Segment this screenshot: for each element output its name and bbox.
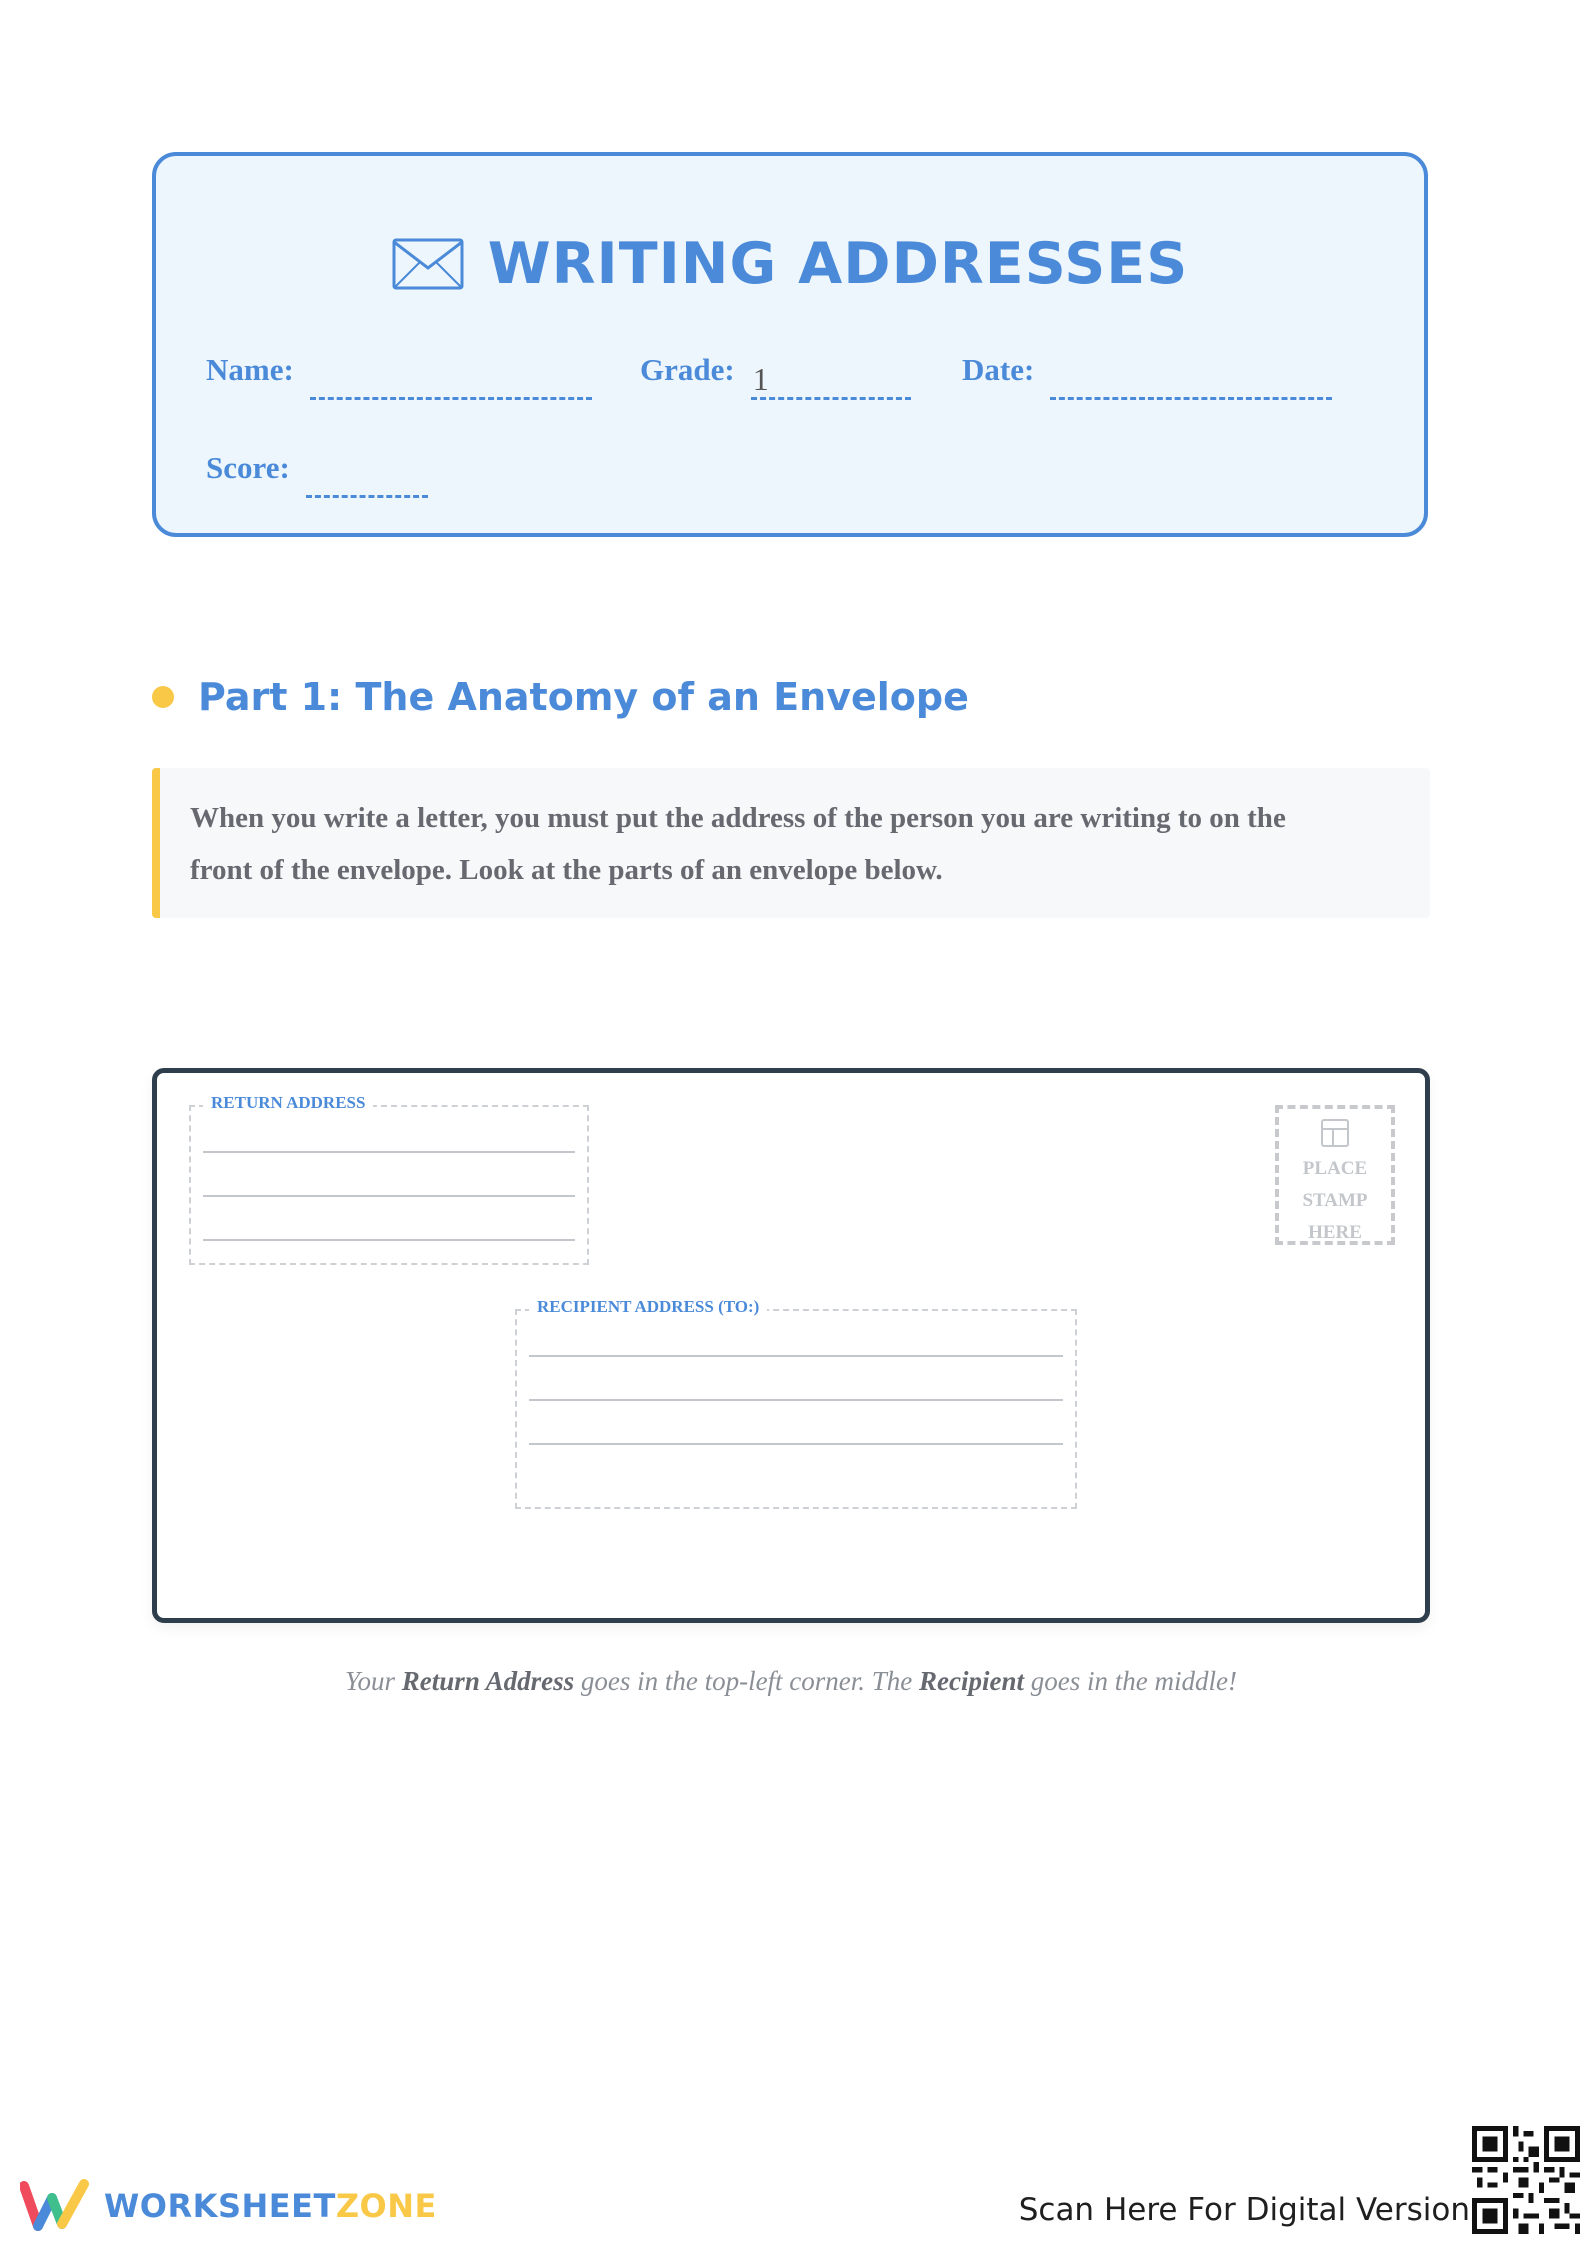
return-address-line[interactable] <box>203 1239 575 1241</box>
stamp-text-2: STAMP <box>1302 1190 1368 1211</box>
score-input-line[interactable] <box>306 459 428 498</box>
envelope-diagram <box>152 1068 1430 1623</box>
stamp-placeholder <box>1275 1105 1395 1245</box>
grade-field[interactable] <box>640 352 911 397</box>
name-input-line[interactable] <box>310 361 592 400</box>
date-field[interactable] <box>962 352 1332 388</box>
envelope-caption <box>152 1666 1430 1697</box>
intro-line-2: front of the envelope. Look at the parts of an envelope below. <box>190 854 943 886</box>
name-field[interactable] <box>206 352 592 388</box>
caption-bold-recipient: Recipient <box>919 1666 1025 1696</box>
logo-text <box>104 2187 437 2225</box>
intro-callout <box>152 768 1430 918</box>
qr-code-icon[interactable] <box>1472 2126 1580 2234</box>
grade-value[interactable]: 1 <box>751 361 911 400</box>
caption-text: Your <box>345 1666 402 1696</box>
logo-icon <box>20 2178 90 2234</box>
recipient-address-line[interactable] <box>529 1399 1063 1401</box>
caption-bold-return: Return Address <box>401 1666 575 1696</box>
name-label: Name: <box>206 352 294 387</box>
bullet-dot <box>152 686 174 708</box>
recipient-address-label: RECIPIENT ADDRESS (TO:) <box>529 1297 767 1317</box>
caption-text: goes in the middle! <box>1024 1666 1237 1696</box>
stamp-text-3: HERE <box>1308 1222 1362 1243</box>
return-address-label: RETURN ADDRESS <box>203 1093 373 1113</box>
stamp-icon <box>1319 1117 1351 1153</box>
scan-instruction: Scan Here For Digital Version <box>1018 2192 1470 2228</box>
logo-text-worksheet: WORKSHEET <box>104 2187 336 2225</box>
page-title: WRITING ADDRESSES <box>487 231 1189 297</box>
worksheet-header <box>152 152 1428 537</box>
date-input-line[interactable] <box>1050 361 1332 400</box>
grade-label: Grade: <box>640 352 735 387</box>
logo-text-zone: ZONE <box>335 2187 437 2225</box>
recipient-address-line[interactable] <box>529 1355 1063 1357</box>
envelope-icon <box>392 238 464 290</box>
return-address-line[interactable] <box>203 1151 575 1153</box>
stamp-text-1: PLACE <box>1302 1158 1368 1179</box>
caption-text: goes in the top-left corner. The <box>574 1666 920 1696</box>
date-label: Date: <box>962 352 1035 387</box>
return-address-line[interactable] <box>203 1195 575 1197</box>
intro-line-1: When you write a letter, you must put the address of the person you are writing to on the <box>190 802 1286 834</box>
return-address-box <box>189 1093 589 1265</box>
title-row <box>156 224 1424 304</box>
worksheetzone-logo[interactable] <box>20 2178 437 2234</box>
score-label: Score: <box>206 450 290 485</box>
section-heading <box>152 675 969 719</box>
section-title: Part 1: The Anatomy of an Envelope <box>198 675 969 719</box>
recipient-address-box <box>515 1297 1077 1509</box>
score-field[interactable] <box>206 450 428 486</box>
recipient-address-line[interactable] <box>529 1443 1063 1445</box>
